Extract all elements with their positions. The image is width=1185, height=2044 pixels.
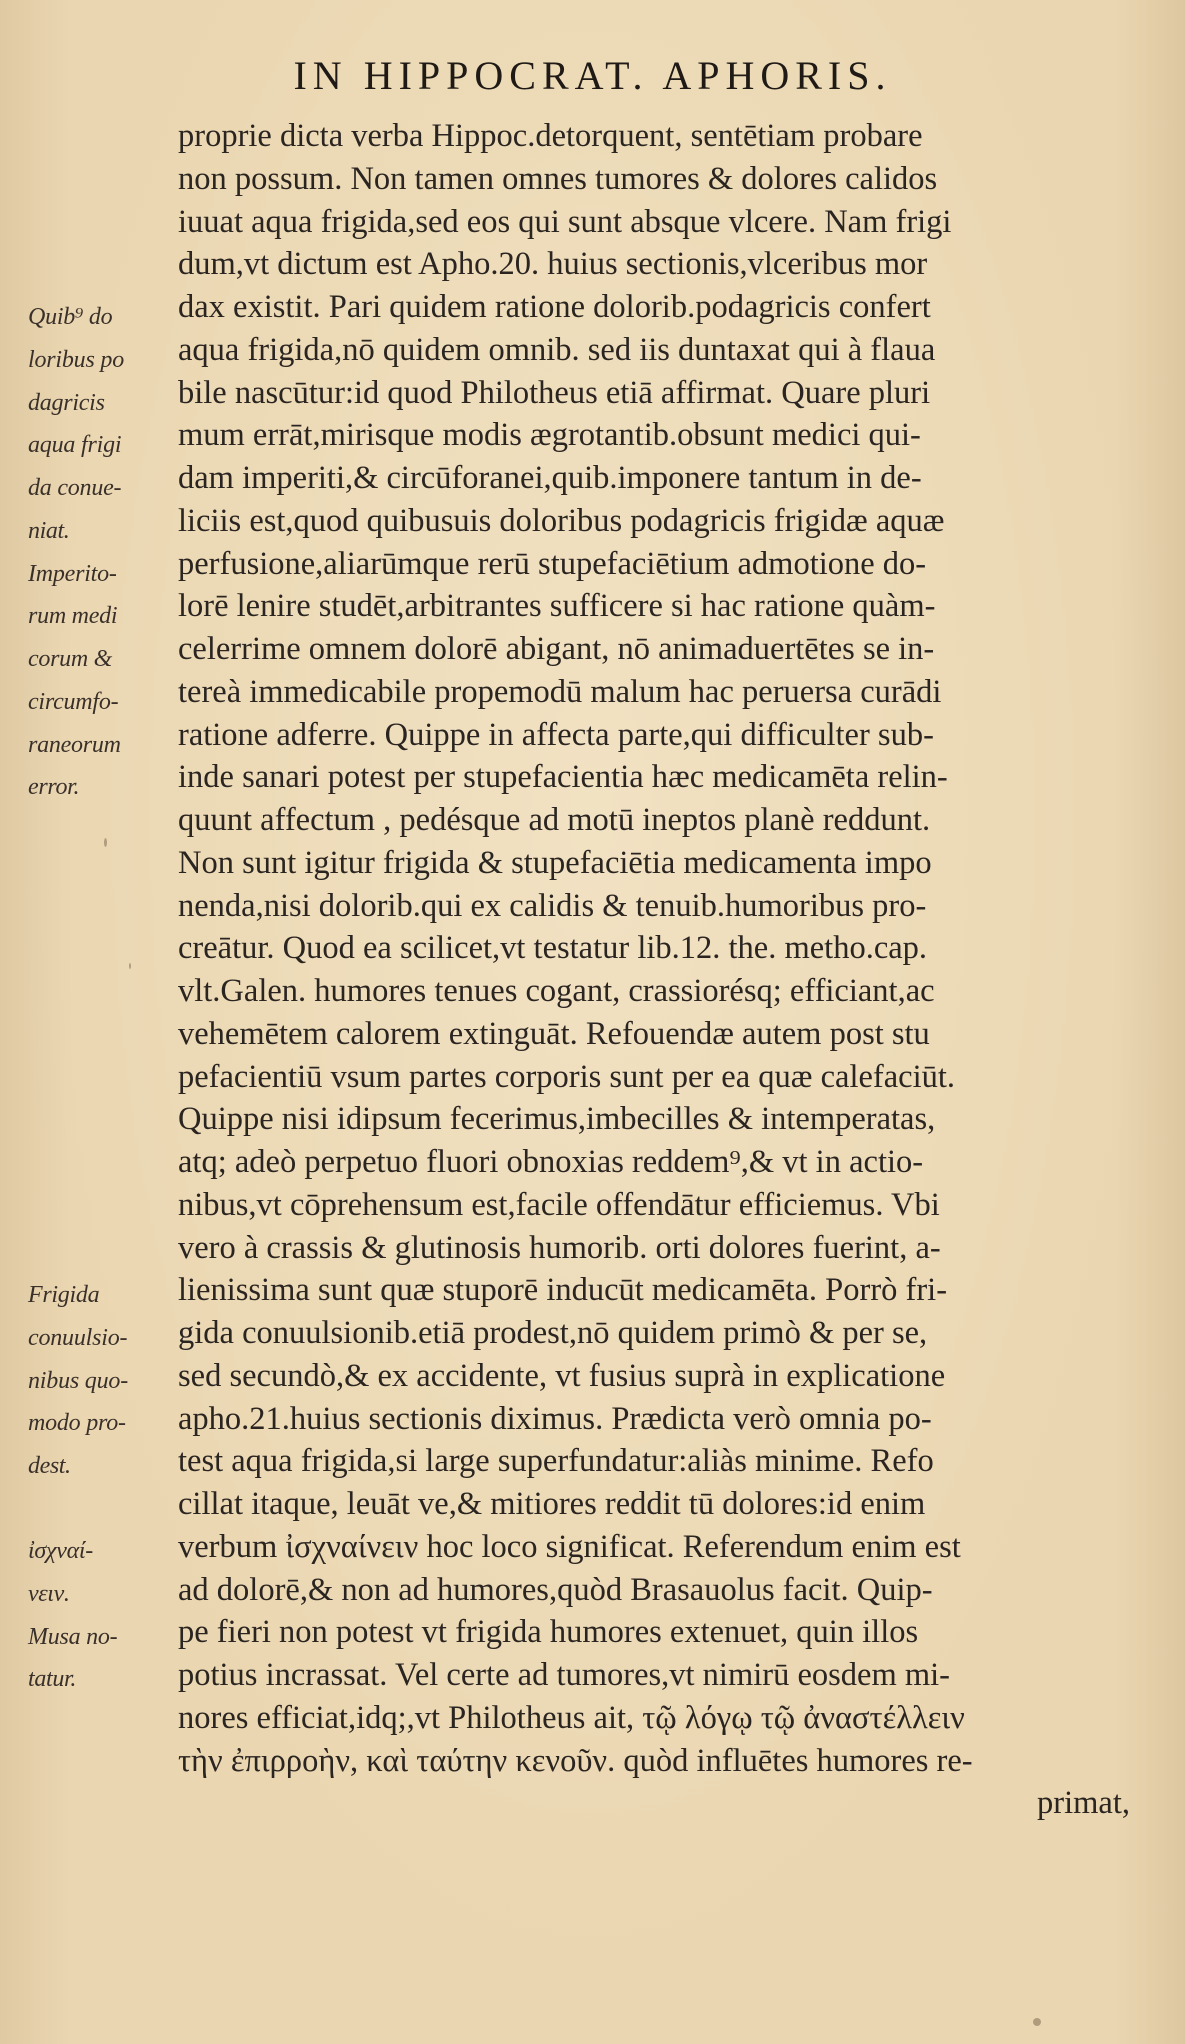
text-line: bile nascūtur:id quod Philotheus etiā affirmat. Quare pluri: [178, 374, 931, 411]
text-line: inde sanari potest per stupefacientia hæc medicamēta relin-: [178, 759, 948, 796]
text-line: nibus,vt cōprehensum est,facile offendātur efficiemus. Vbi: [178, 1186, 940, 1223]
text-line: proprie dicta verba Hippoc.detorquent, sentētiam probare: [178, 118, 923, 154]
text-line: iuuat aqua frigida,sed eos qui sunt absque vlcere. Nam frigi: [178, 203, 952, 240]
text-line: nenda,nisi dolorib.qui ex calidis & tenuib.humoribus pro-: [178, 887, 927, 924]
marginal-note-line: aqua frigi: [28, 432, 122, 459]
marginal-note-line: nibus quo-: [28, 1367, 129, 1394]
marginal-note-line: Musa no-: [28, 1623, 118, 1650]
text-line: Quippe nisi idipsum fecerimus,imbecilles & intemperatas,: [178, 1101, 936, 1138]
marginal-note-line: νειν.: [28, 1580, 70, 1607]
text-line: tereà immedicabile propemodū malum hac peruersa curādi: [178, 673, 942, 710]
text-line: celerrime omnem dolorē abigant, nō animaduertētes se in-: [178, 631, 935, 667]
marginal-note-line: ἰσχναί-: [28, 1538, 93, 1564]
text-line: atq; adeò perpetuo fluori obnoxias reddem⁹,& vt in actio-: [178, 1144, 924, 1180]
text-line: aqua frigida,nō quidem omnib. sed iis duntaxat qui à flaua: [178, 331, 936, 368]
text-line: verbum ἰσχναίνειν hoc loco significat. Referendum enim est: [178, 1528, 961, 1565]
text-line: dax existit. Pari quidem ratione dolorib.podagricis confert: [178, 289, 931, 325]
text-line: gida conuulsionib.etiā prodest,nō quidem primò & per se,: [178, 1315, 928, 1351]
ink-speck: [1033, 2018, 1041, 2026]
text-line: sed secundò,& ex accidente, vt fusius suprà in explicatione: [178, 1357, 946, 1394]
text-line: lienissima sunt quæ stuporē inducūt medicamēta. Porrò fri-: [178, 1272, 948, 1309]
text-line: potius incrassat. Vel certe ad tumores,vt nimirū eosdem mi-: [178, 1657, 951, 1693]
text-line: creātur. Quod ea scilicet,vt testatur lib.12. the. metho.cap.: [178, 930, 928, 967]
marginal-note-line: Frigida: [28, 1282, 100, 1308]
body-text: [178, 115, 1138, 1825]
text-line: perfusione,aliarūmque rerū stupefaciētium admotione do-: [178, 545, 927, 582]
marginal-note-line: conuulsio-: [28, 1324, 128, 1351]
marginal-note-line: da conue-: [28, 475, 122, 501]
text-line: lorē lenire studēt,arbitrantes sufficere si hac ratione quàm-: [178, 588, 936, 625]
ink-speck: [129, 963, 131, 969]
text-line: ad dolorē,& non ad humores,quòd Brasauolus facit. Quip-: [178, 1571, 933, 1608]
text-line: mum errāt,mirisque modis ægrotantib.obsunt medici qui-: [178, 417, 921, 454]
text-line: nores efficiat,idq;,vt Philotheus ait, τῷ λόγῳ τῷ ἀναστέλλειν: [178, 1699, 965, 1736]
marginal-note-line: dest.: [28, 1453, 71, 1479]
running-head: IN HIPPOCRAT. APHORIS.: [293, 53, 892, 98]
marginal-note-line: tatur.: [28, 1666, 77, 1693]
ink-speck: [104, 838, 107, 847]
text-line: liciis est,quod quibusuis doloribus podagricis frigidæ aquæ: [178, 502, 945, 539]
marginal-note-line: error.: [28, 774, 80, 801]
marginal-note-line: Imperito-: [28, 560, 117, 587]
text-line: apho.21.huius sectionis diximus. Prædicta verò omnia po-: [178, 1400, 932, 1437]
marginal-note-line: circumfo-: [28, 688, 119, 715]
text-line: vero à crassis & glutinosis humorib. orti dolores fuerint, a-: [178, 1229, 941, 1266]
text-line: Non sunt igitur frigida & stupefaciētia medicamenta impo: [178, 844, 932, 881]
text-line: vehemētem calorem extinguāt. Refouendæ autem post stu: [178, 1015, 930, 1052]
text-line: quunt affectum , pedésque ad motū ineptos planè reddunt.: [178, 802, 931, 838]
text-line: dam imperiti,& circūforanei,quib.imponere tantum in de-: [178, 460, 922, 496]
marginal-note-podagra: [28, 296, 178, 809]
marginal-note-line: niat.: [28, 517, 70, 544]
marginal-note-line: corum &: [28, 646, 112, 672]
marginal-note-line: raneorum: [28, 731, 121, 758]
marginal-note-line: rum medi: [28, 603, 118, 630]
text-line: dum,vt dictum est Apho.20. huius sectionis,vlceribus mor: [178, 246, 928, 283]
text-line: cillat itaque, leuāt ve,& mitiores reddit tū dolores:id enim: [178, 1486, 926, 1522]
text-line: test aqua frigida,si large superfundatur:aliàs minime. Refo: [178, 1443, 934, 1480]
text-line: primat,: [1037, 1785, 1130, 1822]
marginal-note-convulsio: [28, 1274, 178, 1488]
text-line: τὴν ἐπιρροὴν, καὶ ταύτην κενοῦν. quòd influētes humores re-: [178, 1742, 973, 1779]
marginal-note-line: loribus po: [28, 346, 125, 373]
marginal-note-line: Quib⁹ do: [28, 304, 113, 330]
marginal-note-line: dagricis: [28, 389, 105, 416]
marginal-note-line: modo pro-: [28, 1410, 126, 1437]
text-line: ratione adferre. Quippe in affecta parte,qui difficulter sub-: [178, 716, 934, 753]
text-line: pe fieri non potest vt frigida humores extenuet, quin illos: [178, 1614, 919, 1651]
text-line: pefacientiū vsum partes corporis sunt per ea quæ calefaciūt.: [178, 1058, 956, 1095]
text-line: vlt.Galen. humores tenues cogant, crassiorésq; efficiant,ac: [178, 973, 935, 1009]
marginal-note-ischnainein: [28, 1530, 178, 1701]
text-line: non possum. Non tamen omnes tumores & dolores calidos: [178, 160, 938, 197]
